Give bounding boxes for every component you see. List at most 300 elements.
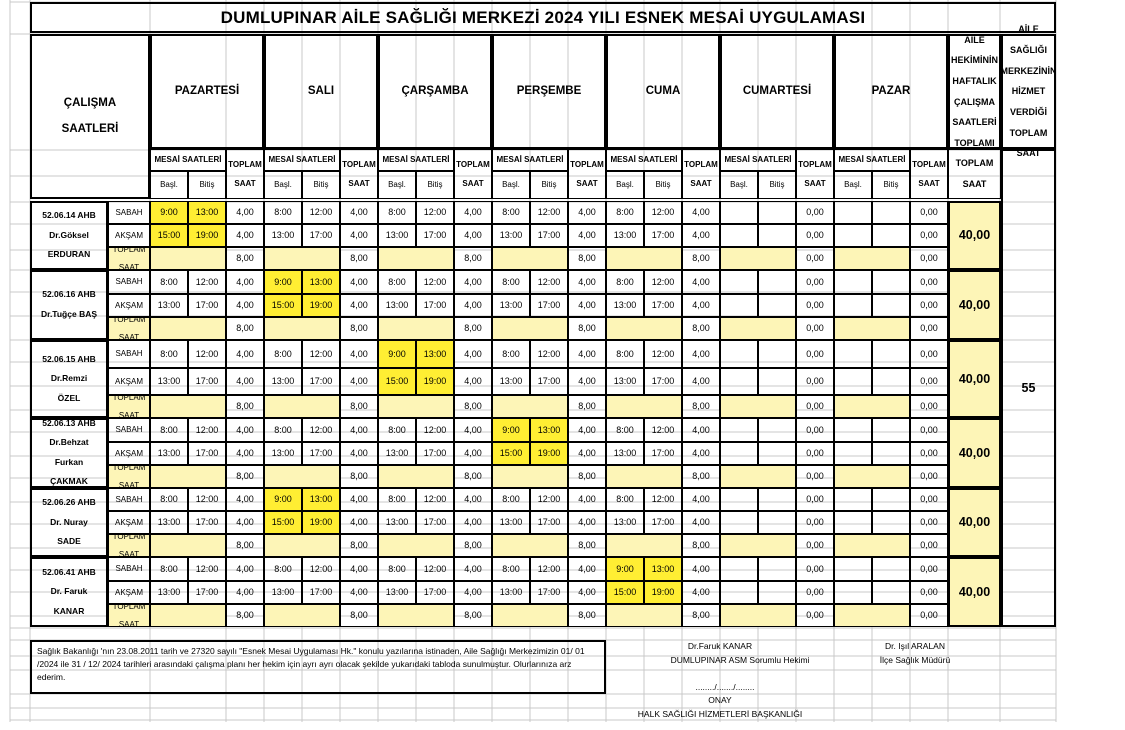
aksam-end: 17:00	[416, 224, 454, 247]
cell-text: HEKİMİNİN	[951, 55, 998, 66]
day-total-hours: 8,00	[568, 395, 606, 418]
sabah-start	[834, 557, 872, 581]
sabah-hours: 0,00	[796, 418, 834, 442]
sabah-end: 13:00	[302, 488, 340, 511]
sabah-end: 12:00	[644, 270, 682, 294]
day-total-blank	[378, 247, 454, 270]
sabah-hours: 0,00	[910, 270, 948, 294]
day-total-hours: 8,00	[454, 395, 492, 418]
aksam-start	[720, 368, 758, 396]
day-header-6: PAZAR	[834, 34, 948, 149]
sabah-start: 8:00	[378, 488, 416, 511]
day-total-blank	[492, 465, 568, 488]
aksam-start	[834, 442, 872, 466]
sabah-start	[720, 418, 758, 442]
cell-text: SAAT	[1016, 148, 1041, 159]
sabah-end: 12:00	[530, 488, 568, 511]
cell-text: MERKEZİNİN	[1000, 65, 1057, 76]
day-total-blank	[492, 317, 568, 340]
day-total-blank	[150, 465, 226, 488]
aksam-start	[834, 581, 872, 605]
sabah-end: 12:00	[644, 488, 682, 511]
toplam-saat-label	[108, 601, 150, 630]
sabah-hours: 4,00	[226, 557, 264, 581]
doctor-name	[30, 340, 108, 418]
day-total-blank	[150, 604, 226, 627]
sabah-end: 12:00	[302, 340, 340, 368]
sabah-start: 8:00	[606, 418, 644, 442]
toplam-saat-label	[108, 462, 150, 491]
day-total-blank	[720, 395, 796, 418]
aksam-end: 17:00	[644, 368, 682, 396]
sabah-start: 8:00	[378, 557, 416, 581]
sabah-end: 12:00	[416, 557, 454, 581]
mesai-saatleri-label: MESAİ SAATLERİ	[378, 149, 454, 171]
sabah-end	[872, 418, 910, 442]
cell-text: Dr.Tuğçe BAŞ	[40, 308, 98, 319]
sabah-hours: 4,00	[454, 418, 492, 442]
sabah-label: SABAH	[108, 488, 150, 511]
aksam-hours: 4,00	[340, 224, 378, 247]
day-total-hours: 0,00	[796, 465, 834, 488]
aksam-start: 13:00	[606, 442, 644, 466]
aksam-hours: 0,00	[910, 224, 948, 247]
day-total-hours: 8,00	[568, 247, 606, 270]
weekly-total-value: 40,00	[948, 201, 1001, 270]
sabah-end: 13:00	[644, 557, 682, 581]
aksam-start	[720, 442, 758, 466]
sabah-start: 8:00	[264, 201, 302, 224]
sabah-hours: 4,00	[454, 488, 492, 511]
sabah-end: 12:00	[188, 270, 226, 294]
day-total-blank	[150, 534, 226, 557]
sabah-hours: 4,00	[226, 488, 264, 511]
sabah-label: SABAH	[108, 418, 150, 442]
sabah-start: 8:00	[150, 557, 188, 581]
cell-text: 52.06.41 AHB	[42, 566, 96, 577]
sig2-name: Dr. Işıl ARALAN	[885, 641, 945, 652]
sabah-end: 13:00	[416, 340, 454, 368]
aksam-end: 17:00	[530, 511, 568, 534]
cell-text: SAAT	[804, 178, 826, 188]
aksam-start: 13:00	[378, 442, 416, 466]
cell-text: SAAT	[118, 620, 140, 630]
aksam-end: 17:00	[530, 224, 568, 247]
aksam-hours: 0,00	[910, 511, 948, 534]
day-total-blank	[834, 247, 910, 270]
sabah-end: 12:00	[416, 270, 454, 294]
sabah-start: 8:00	[492, 557, 530, 581]
department-label: HALK SAĞLIĞI HİZMETLERİ BAŞKANLIĞI	[637, 708, 803, 719]
sabah-end	[758, 488, 796, 511]
aksam-hours: 0,00	[796, 294, 834, 318]
aksam-hours: 4,00	[682, 294, 720, 318]
cell-text: SAATLERİ	[952, 117, 997, 128]
sabah-end: 12:00	[530, 340, 568, 368]
aksam-end: 19:00	[302, 511, 340, 534]
aksam-start: 13:00	[606, 368, 644, 396]
day-header-2: ÇARŞAMBA	[378, 34, 492, 149]
sabah-start: 9:00	[264, 488, 302, 511]
day-total-hours: 8,00	[568, 465, 606, 488]
day-toplam-saat-label	[454, 149, 492, 199]
aksam-hours: 4,00	[226, 294, 264, 318]
sabah-start: 9:00	[150, 201, 188, 224]
aksam-hours: 4,00	[682, 511, 720, 534]
weekly-total-value: 40,00	[948, 340, 1001, 418]
day-total-blank	[606, 534, 682, 557]
day-total-blank	[606, 604, 682, 627]
day-total-blank	[378, 465, 454, 488]
aksam-end	[758, 294, 796, 318]
sabah-end: 12:00	[644, 201, 682, 224]
aksam-hours: 4,00	[682, 368, 720, 396]
aksam-end	[758, 368, 796, 396]
sabah-start	[720, 557, 758, 581]
aksam-start: 13:00	[264, 442, 302, 466]
aksam-start	[720, 294, 758, 318]
day-total-hours: 8,00	[682, 604, 720, 627]
aksam-hours: 4,00	[226, 511, 264, 534]
aksam-start: 15:00	[150, 224, 188, 247]
day-total-blank	[606, 395, 682, 418]
cell-text: TOPLAM	[1009, 127, 1048, 138]
bitis-label: Bitiş	[416, 171, 454, 199]
day-total-blank	[834, 534, 910, 557]
toplam-saat-label	[108, 531, 150, 560]
bitis-label: Bitiş	[530, 171, 568, 199]
mesai-saatleri-label: MESAİ SAATLERİ	[264, 149, 340, 171]
cell-text: TOPLAMI	[954, 138, 995, 149]
sabah-hours: 4,00	[226, 270, 264, 294]
aksam-label: AKŞAM	[108, 368, 150, 396]
day-total-hours: 0,00	[910, 465, 948, 488]
sabah-start: 9:00	[492, 418, 530, 442]
sabah-end: 12:00	[416, 488, 454, 511]
sabah-end	[872, 557, 910, 581]
cell-text: Dr.Behzat	[49, 437, 89, 448]
cell-text: Dr.Göksel	[49, 229, 89, 240]
sabah-start: 8:00	[492, 488, 530, 511]
day-total-hours: 8,00	[568, 604, 606, 627]
sabah-end: 12:00	[188, 488, 226, 511]
day-total-hours: 8,00	[340, 247, 378, 270]
aksam-end: 17:00	[644, 294, 682, 318]
aksam-start	[834, 368, 872, 396]
cell-text: SAAT	[118, 333, 140, 343]
aksam-label: AKŞAM	[108, 442, 150, 466]
day-total-hours: 8,00	[568, 534, 606, 557]
aksam-end	[758, 511, 796, 534]
day-total-hours: 0,00	[910, 395, 948, 418]
aksam-end: 19:00	[644, 581, 682, 605]
day-header-0: PAZARTESİ	[150, 34, 264, 149]
sabah-end: 12:00	[530, 270, 568, 294]
doctor-name	[30, 488, 108, 557]
aksam-hours: 4,00	[454, 224, 492, 247]
cell-text: SAAT	[690, 178, 712, 188]
weekly-total-header	[948, 34, 1001, 149]
sabah-start: 9:00	[378, 340, 416, 368]
day-total-hours: 8,00	[226, 395, 264, 418]
sabah-hours: 4,00	[454, 557, 492, 581]
day-header-5: CUMARTESİ	[720, 34, 834, 149]
cell-text: AİLE	[1018, 24, 1039, 35]
sabah-hours: 4,00	[226, 418, 264, 442]
aksam-start: 13:00	[378, 224, 416, 247]
aksam-hours: 4,00	[454, 442, 492, 466]
day-total-hours: 8,00	[454, 317, 492, 340]
sabah-end: 12:00	[188, 557, 226, 581]
sabah-start	[720, 340, 758, 368]
basl-label: Başl.	[834, 171, 872, 199]
aksam-end: 17:00	[644, 224, 682, 247]
day-total-blank	[264, 465, 340, 488]
bitis-label: Bitiş	[188, 171, 226, 199]
cell-text: TOPLAM	[112, 462, 146, 472]
weekly-total-value: 40,00	[948, 557, 1001, 627]
aksam-hours: 4,00	[568, 511, 606, 534]
aksam-start: 13:00	[492, 294, 530, 318]
sabah-hours: 4,00	[568, 270, 606, 294]
day-total-blank	[492, 395, 568, 418]
aksam-start: 13:00	[492, 224, 530, 247]
aksam-start	[720, 581, 758, 605]
sabah-hours: 0,00	[796, 557, 834, 581]
day-total-blank	[378, 395, 454, 418]
day-total-blank	[492, 247, 568, 270]
day-toplam-saat-label	[568, 149, 606, 199]
sabah-start: 8:00	[378, 270, 416, 294]
cell-text: SAĞLIĞI	[1009, 44, 1047, 55]
sabah-start	[834, 340, 872, 368]
aksam-start: 15:00	[264, 511, 302, 534]
doctor-name	[30, 418, 108, 488]
aksam-start: 13:00	[264, 581, 302, 605]
sabah-start: 8:00	[492, 270, 530, 294]
cell-text: 52.06.14 AHB	[42, 210, 96, 221]
sabah-hours: 4,00	[682, 201, 720, 224]
aksam-hours: 0,00	[796, 442, 834, 466]
day-total-hours: 8,00	[226, 317, 264, 340]
basl-label: Başl.	[606, 171, 644, 199]
sabah-hours: 4,00	[340, 201, 378, 224]
aksam-end: 17:00	[416, 294, 454, 318]
aksam-start: 13:00	[150, 368, 188, 396]
weekly-toplam-saat-label	[948, 149, 1001, 199]
aksam-end: 19:00	[302, 294, 340, 318]
aksam-start: 13:00	[492, 511, 530, 534]
sabah-end: 12:00	[302, 557, 340, 581]
cell-text: AİLE	[964, 34, 985, 45]
aksam-hours: 4,00	[340, 511, 378, 534]
aksam-label: AKŞAM	[108, 224, 150, 247]
aksam-start: 13:00	[492, 581, 530, 605]
sabah-hours: 0,00	[796, 270, 834, 294]
cell-text: TOPLAM	[684, 160, 718, 170]
day-total-blank	[492, 604, 568, 627]
sabah-start: 8:00	[150, 488, 188, 511]
aksam-label: AKŞAM	[108, 294, 150, 318]
sabah-hours: 4,00	[568, 488, 606, 511]
cell-text: SAAT	[118, 263, 140, 273]
day-total-hours: 0,00	[796, 247, 834, 270]
cell-text: TOPLAM	[112, 531, 146, 541]
sabah-start: 8:00	[150, 340, 188, 368]
sabah-start	[834, 270, 872, 294]
aksam-hours: 0,00	[796, 581, 834, 605]
sabah-hours: 4,00	[340, 418, 378, 442]
sabah-hours: 4,00	[568, 557, 606, 581]
sabah-start: 9:00	[606, 557, 644, 581]
day-total-hours: 0,00	[796, 534, 834, 557]
cell-text: HAFTALIK	[952, 75, 997, 86]
sabah-start: 8:00	[264, 418, 302, 442]
cell-text: ÇALIŞMA	[63, 96, 117, 109]
day-total-hours: 8,00	[340, 534, 378, 557]
aksam-start	[834, 511, 872, 534]
aksam-end: 17:00	[188, 442, 226, 466]
aksam-hours: 4,00	[226, 581, 264, 605]
sabah-end: 12:00	[188, 340, 226, 368]
day-header-4: CUMA	[606, 34, 720, 149]
day-total-hours: 8,00	[454, 247, 492, 270]
sabah-hours: 4,00	[226, 201, 264, 224]
day-total-hours: 8,00	[568, 317, 606, 340]
sig1-title: DUMLUPINAR ASM Sorumlu Hekimi	[670, 655, 810, 666]
day-total-hours: 0,00	[796, 395, 834, 418]
aksam-end: 17:00	[188, 581, 226, 605]
day-total-blank	[264, 247, 340, 270]
aksam-start: 13:00	[150, 294, 188, 318]
mesai-saatleri-label: MESAİ SAATLERİ	[606, 149, 682, 171]
day-header-1: SALI	[264, 34, 378, 149]
sabah-hours: 0,00	[910, 340, 948, 368]
cell-text: 52.06.15 AHB	[42, 353, 96, 364]
mesai-saatleri-label: MESAİ SAATLERİ	[720, 149, 796, 171]
aksam-hours: 0,00	[910, 442, 948, 466]
cell-text: VERDİĞİ	[1009, 107, 1047, 118]
day-total-hours: 8,00	[226, 534, 264, 557]
bitis-label: Bitiş	[302, 171, 340, 199]
day-total-hours: 0,00	[910, 247, 948, 270]
page-title: DUMLUPINAR AİLE SAĞLIĞI MERKEZİ 2024 YILI ESNEK MESAİ UYGULAMASI	[30, 2, 1056, 33]
cell-text: SAAT	[118, 411, 140, 421]
aksam-end: 17:00	[644, 511, 682, 534]
aksam-start	[834, 294, 872, 318]
sabah-start: 8:00	[264, 557, 302, 581]
aksam-start: 13:00	[492, 368, 530, 396]
aksam-hours: 4,00	[682, 442, 720, 466]
day-total-hours: 0,00	[910, 534, 948, 557]
aksam-start	[834, 224, 872, 247]
toplam-saat-label	[108, 244, 150, 273]
aksam-hours: 4,00	[682, 224, 720, 247]
aksam-end: 17:00	[188, 294, 226, 318]
cell-text: ÇAKMAK	[50, 476, 88, 487]
aksam-start	[720, 224, 758, 247]
cell-text: TOPLAM	[112, 244, 146, 254]
day-total-blank	[264, 534, 340, 557]
aksam-end: 17:00	[188, 511, 226, 534]
sabah-hours: 4,00	[340, 557, 378, 581]
aksam-end: 17:00	[416, 442, 454, 466]
day-total-blank	[720, 247, 796, 270]
cell-text: TOPLAM	[798, 160, 832, 170]
sig2-title: İlçe Sağlık Müdürü	[879, 655, 951, 666]
sabah-end	[758, 270, 796, 294]
aksam-hours: 4,00	[568, 581, 606, 605]
aksam-hours: 4,00	[568, 294, 606, 318]
day-total-hours: 8,00	[454, 604, 492, 627]
day-total-hours: 8,00	[340, 317, 378, 340]
aksam-hours: 4,00	[340, 368, 378, 396]
sabah-hours: 4,00	[454, 270, 492, 294]
doctor-name	[30, 201, 108, 270]
weekly-total-value: 40,00	[948, 270, 1001, 340]
day-total-hours: 8,00	[340, 395, 378, 418]
basl-label: Başl.	[720, 171, 758, 199]
aksam-start: 13:00	[150, 581, 188, 605]
sabah-start	[834, 418, 872, 442]
aksam-end: 17:00	[302, 581, 340, 605]
sabah-start	[834, 201, 872, 224]
sabah-start: 8:00	[150, 270, 188, 294]
aksam-end: 17:00	[416, 511, 454, 534]
sabah-label: SABAH	[108, 557, 150, 581]
day-total-blank	[834, 395, 910, 418]
cell-text: ERDURAN	[47, 249, 91, 260]
aksam-start: 13:00	[606, 294, 644, 318]
aksam-start: 13:00	[378, 294, 416, 318]
aksam-start: 15:00	[264, 294, 302, 318]
day-total-blank	[378, 534, 454, 557]
day-total-hours: 8,00	[682, 465, 720, 488]
sabah-hours: 4,00	[340, 270, 378, 294]
aksam-hours: 4,00	[226, 368, 264, 396]
footer-note: Sağlık Bakanlığı 'nın 23.08.2011 tarih ve 27320 sayılı "Esnek Mesai Uygulaması Hk." konulu yazılarına istinaden, Aile Sağlığı Merkezimizin 01/ 01 /2024 ile 31 / 12/ 2024 tarihleri arasındaki çalışma planı her hekim için ayrı ayrı olacak şekilde yukarıdaki tabloda sunulmuştur. Olurlarınıza arz ederim.	[30, 640, 606, 694]
aksam-start: 13:00	[378, 581, 416, 605]
cell-text: Dr. Nuray	[50, 516, 88, 527]
cell-text: TOPLAM	[570, 160, 604, 170]
mesai-saatleri-label: MESAİ SAATLERİ	[834, 149, 910, 171]
sabah-hours: 4,00	[568, 340, 606, 368]
day-total-blank	[606, 317, 682, 340]
toplam-saat-label	[108, 392, 150, 421]
aksam-end: 17:00	[302, 368, 340, 396]
sabah-end: 12:00	[416, 418, 454, 442]
aksam-hours: 0,00	[910, 368, 948, 396]
cell-text: SAAT	[348, 178, 370, 188]
day-total-hours: 0,00	[796, 604, 834, 627]
aksam-label: AKŞAM	[108, 511, 150, 534]
sabah-end	[872, 270, 910, 294]
sabah-end	[872, 488, 910, 511]
sabah-end: 13:00	[188, 201, 226, 224]
sabah-hours: 0,00	[910, 488, 948, 511]
day-total-hours: 8,00	[454, 465, 492, 488]
aksam-hours: 0,00	[910, 294, 948, 318]
cell-text: SAAT	[462, 178, 484, 188]
aksam-hours: 4,00	[682, 581, 720, 605]
aksam-end	[758, 442, 796, 466]
weekly-total-value: 40,00	[948, 418, 1001, 488]
aksam-hours: 4,00	[454, 368, 492, 396]
sabah-end	[758, 201, 796, 224]
day-total-hours: 8,00	[454, 534, 492, 557]
aksam-hours: 4,00	[454, 294, 492, 318]
sabah-end: 12:00	[644, 418, 682, 442]
